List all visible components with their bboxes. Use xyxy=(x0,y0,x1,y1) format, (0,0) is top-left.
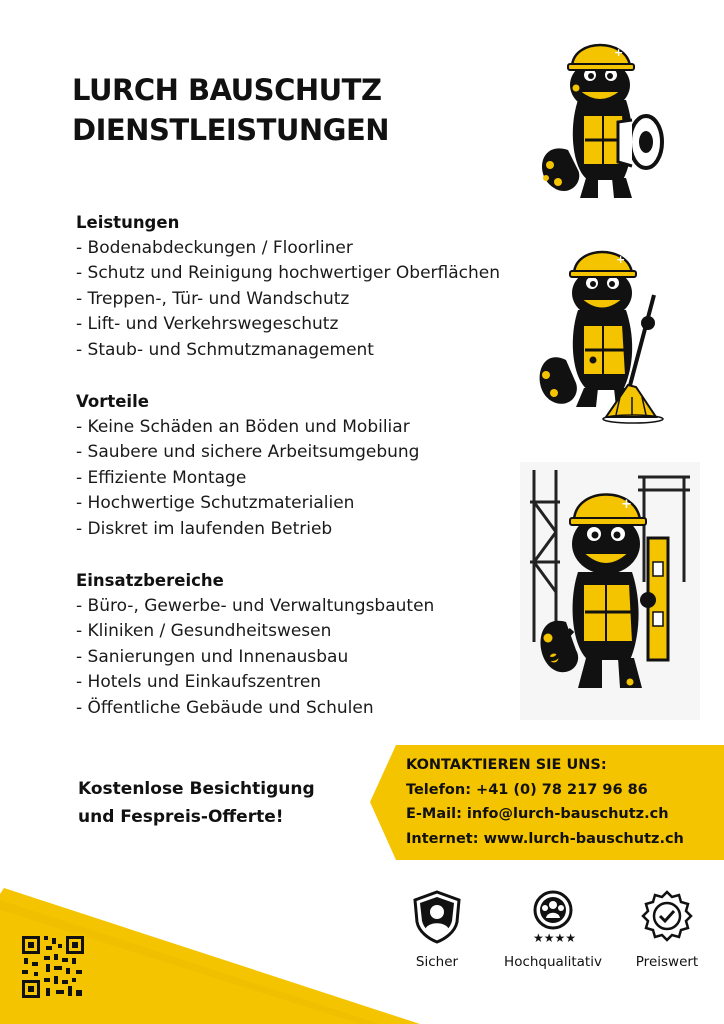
cta-text xyxy=(78,775,315,831)
contact-phone[interactable]: Telefon: +41 (0) 78 217 96 86 xyxy=(406,781,648,798)
list-item: - Effiziente Montage xyxy=(76,467,247,488)
salamander-level-illustration xyxy=(520,462,700,720)
section-heading: Einsatzbereiche xyxy=(76,571,224,590)
list-item: - Bodenabdeckungen / Floorliner xyxy=(76,237,353,258)
svg-text:+: + xyxy=(616,253,626,266)
list-item: - Kliniken / Gesundheitswesen xyxy=(76,621,332,641)
salamander-roll-illustration xyxy=(528,30,668,205)
contact-email[interactable]: E-Mail: info@lurch-bauschutz.ch xyxy=(406,806,669,822)
list-item: - Keine Schäden an Böden und Mobiliar xyxy=(76,416,410,437)
svg-text:★★★★: ★★★★ xyxy=(533,931,577,944)
list-item: - Treppen-, Tür- und Wandschutz xyxy=(76,288,350,309)
section-heading: Vorteile xyxy=(76,392,149,411)
contact-box xyxy=(370,745,724,860)
badge-preiswert xyxy=(612,888,722,970)
contact-website[interactable]: Internet: www.lurch-bauschutz.ch xyxy=(406,830,684,847)
badge-sicher xyxy=(382,888,492,970)
salamander-mop-illustration xyxy=(528,235,668,425)
list-item: - Lift- und Verkehrswegeschutz xyxy=(76,314,339,334)
cta-line-2: und Fespreis-Offerte! xyxy=(78,807,284,827)
title-line-1: LURCH BAUSCHUTZ xyxy=(72,73,382,107)
list-item: - Hochwertige Schutzmaterialien xyxy=(76,493,355,513)
badge-hochqualitativ xyxy=(498,888,608,970)
list-item: - Saubere und sichere Arbeitsumgebung xyxy=(76,442,420,462)
list-item: - Büro-, Gewerbe- und Verwaltungsbauten xyxy=(76,595,435,616)
list-item: - Diskret im laufenden Betrieb xyxy=(76,518,333,539)
badge-label: Hochqualitativ xyxy=(504,954,602,970)
page-title xyxy=(72,70,492,150)
section-vorteile xyxy=(76,389,419,542)
list-item: - Öffentliche Gebäude und Schulen xyxy=(76,697,374,718)
section-einsatzbereiche xyxy=(76,568,434,721)
qr-code-icon[interactable] xyxy=(20,934,86,1000)
list-item: - Sanierungen und Innenausbau xyxy=(76,646,349,667)
cta-line-1: Kostenlose Besichtigung xyxy=(78,779,315,799)
section-leistungen xyxy=(76,210,500,363)
contact-heading: KONTAKTIEREN SIE UNS: xyxy=(406,757,607,773)
shield-person-icon xyxy=(409,888,465,944)
list-item: - Staub- und Schmutzmanagement xyxy=(76,339,374,360)
seal-check-icon xyxy=(639,888,695,944)
section-heading: Leistungen xyxy=(76,213,180,232)
group-stars-icon xyxy=(525,888,581,944)
svg-text:+: + xyxy=(621,497,632,512)
list-item: - Schutz und Reinigung hochwertiger Oberflächen xyxy=(76,263,501,283)
badge-label: Sicher xyxy=(415,954,459,970)
badge-label: Preiswert xyxy=(635,954,699,970)
svg-text:+: + xyxy=(614,46,624,59)
list-item: - Hotels und Einkaufszentren xyxy=(76,672,322,692)
title-line-2: DIENSTLEISTUNGEN xyxy=(72,113,390,147)
